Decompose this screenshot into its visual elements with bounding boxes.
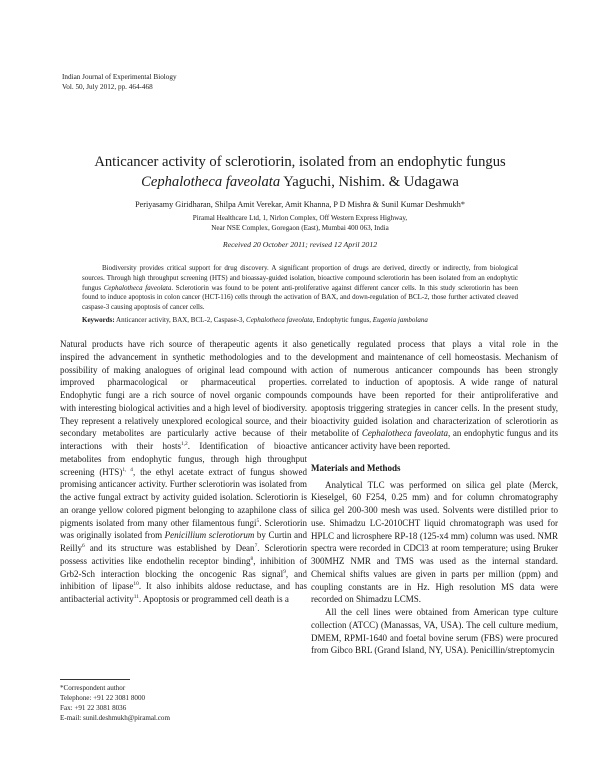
author-list: Periyasamy Giridharan, Shilpa Amit Verekar, Amit Khanna, P D Mishra & Sunil Kumar Deshmukh* (135, 200, 465, 209)
ref-marker: 1,2 (181, 441, 188, 447)
ref-marker: 9 (283, 568, 286, 575)
intro-paragraph-continued: genetically regulated process that plays a vital role in the development and maintenance of cell homeostasis. Mechanism of action of numerous anticancer compounds has been strongly correlated to induction of apoptosis. A wide range of natural compounds have been reported for their antiproliferative and apoptosis triggering strategies in cancer cells. In the present study, bioactivity guided isolation and characterization of sclerotiorin as metabolite of Cephalotheca faveolata, an endophytic fungus and its anticancer activity have been reported. (311, 339, 558, 451)
footnote-telephone: Telephone: +91 22 3081 8000 (60, 694, 146, 702)
affiliation (40, 213, 560, 233)
section-heading: Materials and Methods (311, 462, 401, 473)
abstract (82, 264, 518, 313)
journal-volume: Vol. 50, July 2012, pp. 464-468 (62, 83, 153, 91)
methods-paragraph-1: Analytical TLC was performed on silica gel plate (Merck, Kieselgel, 60 F254, 0.25 mm) and for column chromatography silica gel 200-300 mesh was used. Solvents were distilled prior to use. Shimadzu LC-2010CHT liquid chromatograph was used for HPLC and licrosphere RP-18 (125-x4 mm) column was used. NMR spectra were recorded in CDCl3 at room temperature; using Bruker 300MHZ NMR and TMS was used as the internal standard. Chemical shifts values are given in parts per million (ppm) and coupling constants are in Hz. High resolution MS data were recorded on Shimadzu LCMS. (311, 479, 558, 605)
affiliation-line-1: Piramal Healthcare Ltd, 1, Nirlon Complex, Off Western Express Highway, (192, 214, 408, 222)
journal-name: Indian Journal of Experimental Biology (62, 73, 177, 81)
ref-marker: 8 (250, 555, 254, 562)
species-name: Penicillium sclerotiorum (164, 530, 255, 541)
right-column (311, 338, 558, 657)
keywords-label: Keywords: (82, 316, 115, 324)
ref-marker: 10 (133, 581, 139, 588)
keywords-text: Anticancer activity, BAX, BCL-2, Caspase-3, (114, 316, 247, 324)
ref-marker: 11 (133, 594, 139, 600)
footnote-email[interactable]: E-mail: sunil.deshmukh@piramal.com (60, 714, 170, 722)
journal-header (62, 72, 177, 92)
keywords-species-1: Cephalotheca faveolata (246, 316, 313, 324)
title-line-1: Anticancer activity of sclerotiorin, isolated from an endophytic fungus (94, 154, 506, 170)
methods-paragraph-2: All the cell lines were obtained from American type culture collection (ATCC) (Manassas, VA, USA). The cell culture medium, DMEM, RPMI-1640 and foetal bovine serum (FBS) were procured from Gibco BRL (Grand Island, NY, USA). Penicillin/streptomycin (311, 607, 558, 656)
title-species: Cephalotheca faveolata (141, 174, 281, 190)
ref-marker: 5 (256, 517, 260, 524)
affiliation-line-2: Near NSE Complex, Goregaon (East), Mumbai 400 063, India (211, 224, 389, 232)
abstract-text-before: Biodiversity provides critical support for drug discovery. A significant proportion of drugs are derived, directly or indirectly, from biological sources. Through high throughput screening (HTS) and bioassay-guided isolation, bioactive compound sclerotiorin has been isolated from an endophytic fungus (82, 264, 518, 292)
keywords-species-2: Eugenia jambolana (372, 316, 428, 324)
intro-paragraph: Natural products have rich source of therapeutic agents it also inspired the advancement in synthetic methodologies and to the possibility of making analogues of original lead compound with improved pharmacological or pharmaceutical properties. Endophytic fungi are a rich source of novel organic compounds with interesting biological activities and a high level of biodiversity. They represent a relatively unexplored ecological source, and their secondary metabolites are particularly active because of their interactions with their hosts$^{1,2}$. Identification of bioactive metabolites from endophytic fungus, through high throughput screening (HTS)$^{1, 4}$, the ethyl acetate extract of fungus showed promising anticancer activity. Further sclerotiorin was isolated from the active fungal extract by activity guided isolation. Sclerotiorin is an orange yellow colored pigment belonging to azaphilone class of pigments isolated from many other filamentous fungi$^5$. Sclerotiorin was originally isolated from Penicillium sclerotiorum by Curtin and Reilly$^6$ and its structure was established by Dean$^7$. Sclerotiorin possess activities like endothelin receptor binding$^8$, inhibition of Grb2-Sch interaction blocking the oncogenic Ras signal$^9$, and inhibition of lipase$^{10}$. It also inhibits aldose reductase, and has antibacterial activity$^{11}$. Apoptosis or programmed cell death is a (60, 339, 308, 604)
received-dates: Received 20 October 2011; revised 12 April 2012 (222, 240, 378, 249)
footnote-fax: Fax: +91 22 3081 8036 (60, 704, 127, 712)
ref-marker: 7 (254, 543, 258, 549)
keywords-text-2: , Endophytic fungus, (312, 316, 373, 324)
left-column (60, 338, 307, 606)
keywords (82, 316, 518, 326)
title-line-2 (40, 172, 560, 192)
footnote-divider (60, 679, 130, 680)
abstract-text-after: . Sclerotiorin was found to be potent anti-proliferative against different cancer cells. In this study sclerotiorin has been found to induce apoptosis in colon cancer (HCT-116) cells through the activation of BAX, and down-regulation of BCL-2, those further activated cleaved caspase-3 causing apoptosis of cancer cells. (82, 283, 518, 312)
footnote-correspondent: *Correspondent author (60, 684, 126, 692)
abstract-species: Cephalotheca faveolata (103, 283, 172, 292)
ref-marker: 6 (82, 543, 85, 549)
species-name: Cephalotheca faveolata (361, 428, 448, 439)
footnote (60, 683, 170, 723)
ref-marker: 1, 4 (122, 466, 133, 473)
paper-title (40, 152, 560, 192)
title-line-2-rest: Yaguchi, Nishim. & Udagawa (280, 174, 459, 190)
